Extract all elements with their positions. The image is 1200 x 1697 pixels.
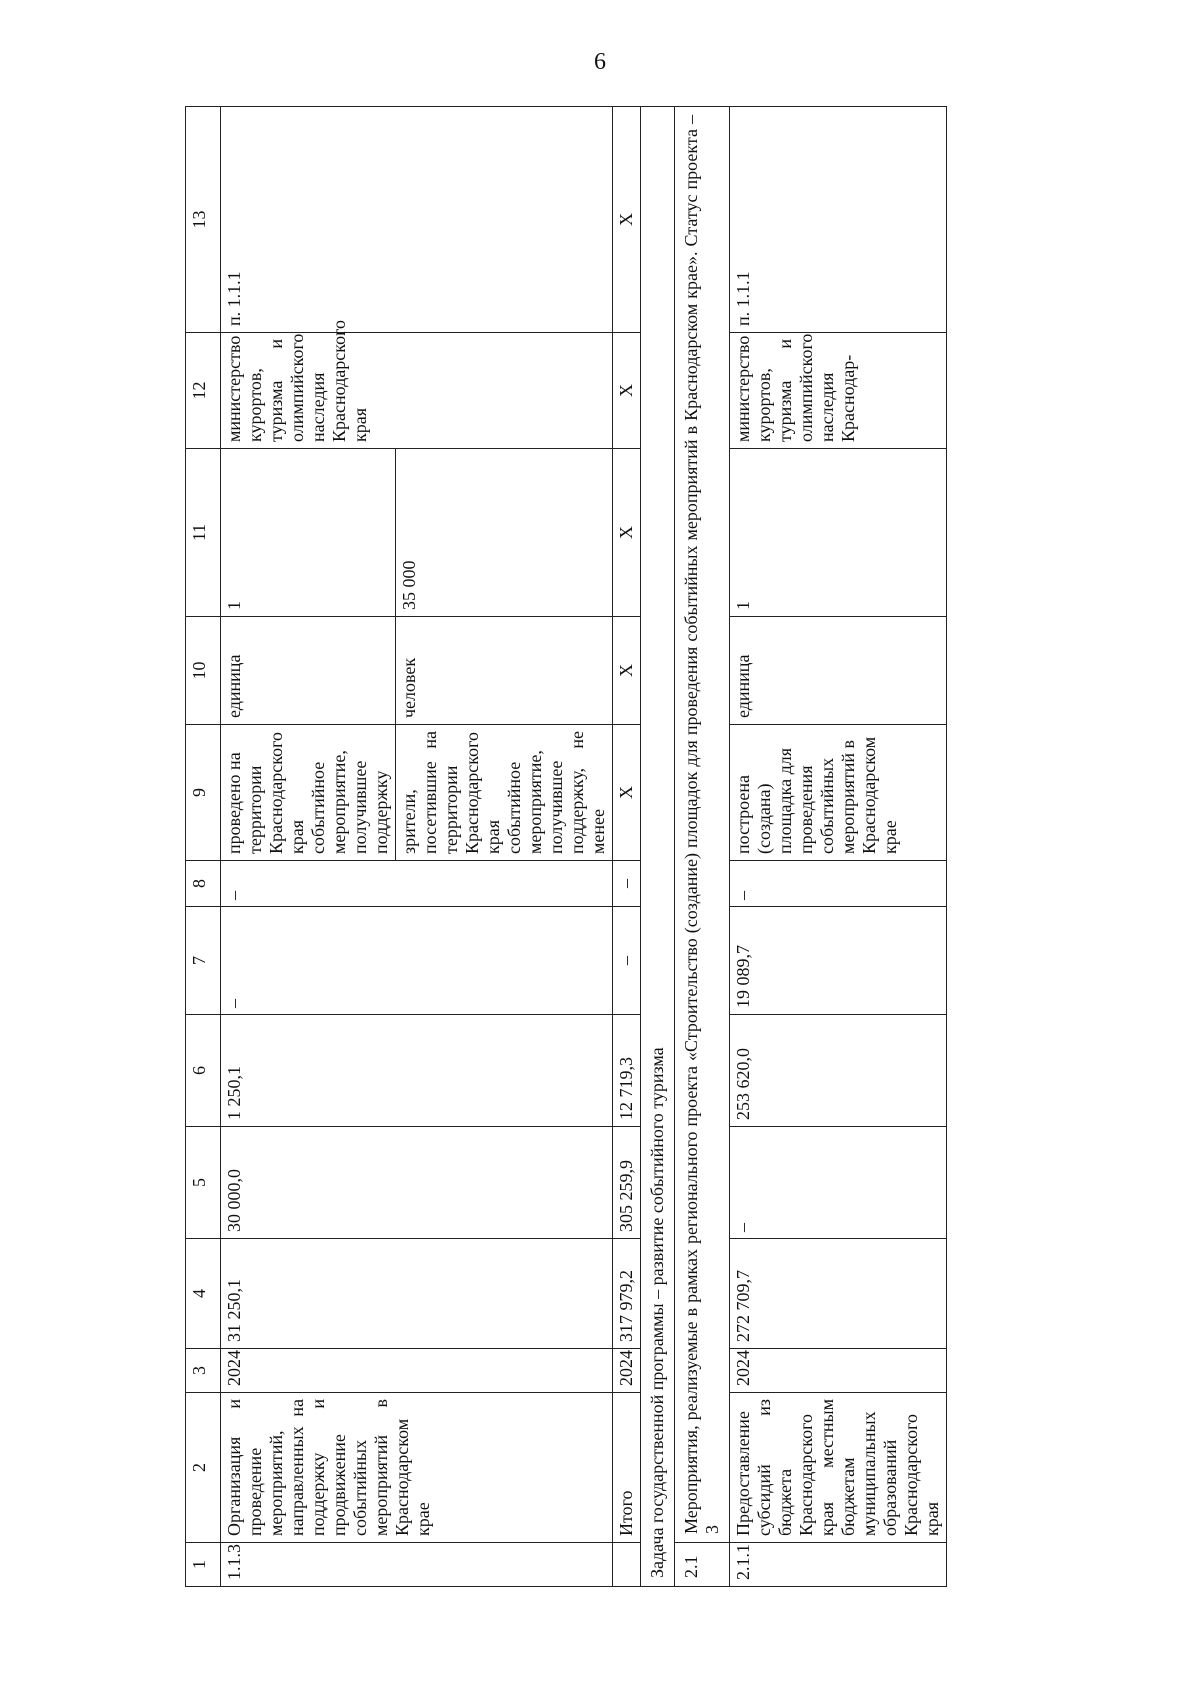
total-label: Итого: [613, 1393, 641, 1543]
indicator-value: 1: [730, 449, 947, 617]
year-cell: 2024: [221, 1349, 613, 1393]
section-heading: Мероприятия, реализуемые в рамках регионального проекта «Строительство (создание) площадок для проведения событийных мероприятий в Краснодарском крае». Статус проекта – 3: [675, 107, 730, 1543]
other-funding-cell: –: [730, 861, 947, 907]
regional-funding-cell: 1 250,1: [221, 1015, 613, 1127]
header-cell: 12: [186, 333, 221, 449]
task-row: [641, 107, 675, 1587]
total-funding-cell: 31 250,1: [221, 1239, 613, 1349]
regional-funding-cell: 253 620,0: [730, 1015, 947, 1127]
indicator-name: построена (создана) площадка для проведения событийных мероприятий в Краснодарском крае: [730, 725, 947, 861]
federal-funding-cell: 30 000,0: [221, 1127, 613, 1239]
reference-x: X: [613, 107, 641, 333]
header-cell: 2: [186, 1393, 221, 1543]
table-row-1-1-3: [221, 107, 396, 1587]
reference-cell: п. 1.1.1: [221, 107, 613, 333]
total-number-cell: [613, 1543, 641, 1587]
section-number: 2.1: [675, 1543, 730, 1587]
local-funding-cell: –: [221, 907, 613, 1015]
executor-x: X: [613, 333, 641, 449]
header-cell: 5: [186, 1127, 221, 1239]
header-cell: 3: [186, 1349, 221, 1393]
local-funding-cell: –: [613, 907, 641, 1015]
activity-name: Предоставление субсидий из бюджета Краснодарского края местным бюджетам муниципальных образований Краснодарского края: [730, 1393, 947, 1543]
regional-funding-cell: 12 719,3: [613, 1015, 641, 1127]
header-cell: 11: [186, 449, 221, 617]
indicator-value: 1: [221, 449, 396, 617]
header-cell: 7: [186, 907, 221, 1015]
reference-cell: п. 1.1.1: [730, 107, 947, 333]
year-cell: 2024: [730, 1349, 947, 1393]
activity-name: Организация и проведение мероприятий, направленных на поддержку и продвижение событийных мероприятий в Краснодарском крае: [221, 1393, 613, 1543]
indicator-value: 35 000: [396, 449, 613, 617]
value-x: X: [613, 449, 641, 617]
header-cell: 10: [186, 617, 221, 725]
header-cell: 13: [186, 107, 221, 333]
federal-funding-cell: 305 259,9: [613, 1127, 641, 1239]
federal-funding-cell: –: [730, 1127, 947, 1239]
unit-cell: единица: [221, 617, 396, 725]
section-row-2-1: [675, 107, 730, 1587]
indicator-name: зрители, посетившие на территории Краснодарского края событийное мероприятие, получившее поддержку, не менее: [396, 725, 613, 861]
total-funding-cell: 317 979,2: [613, 1239, 641, 1349]
header-cell: 4: [186, 1239, 221, 1349]
row-number: 2.1.1: [730, 1543, 947, 1587]
indicator-x: X: [613, 725, 641, 861]
executor-cell: министерство курортов, туризма и олимпийского наследия Краснодар-: [730, 333, 947, 449]
header-cell: 9: [186, 725, 221, 861]
header-row: [186, 107, 221, 1587]
program-table: [185, 106, 947, 1587]
other-funding-cell: –: [613, 861, 641, 907]
other-funding-cell: –: [221, 861, 613, 907]
row-number: 1.1.3: [221, 1543, 613, 1587]
executor-cell: министерство курортов, туризма и олимпийского наследия Краснодарского края: [221, 333, 613, 449]
indicator-name: проведено на территории Краснодарского края событийное мероприятие, получившее поддержку: [221, 725, 396, 861]
rotated-table-container: [185, 107, 1145, 1587]
page-number: 6: [594, 49, 606, 75]
unit-cell: единица: [730, 617, 947, 725]
task-heading: Задача государственной программы – развитие событийного туризма: [641, 107, 675, 1587]
total-row: [613, 107, 641, 1587]
year-cell: 2024: [613, 1349, 641, 1393]
local-funding-cell: 19 089,7: [730, 907, 947, 1015]
header-cell: 1: [186, 1543, 221, 1587]
header-cell: 8: [186, 861, 221, 907]
header-cell: 6: [186, 1015, 221, 1127]
total-funding-cell: 272 709,7: [730, 1239, 947, 1349]
unit-x: X: [613, 617, 641, 725]
table-row-2-1-1: [730, 107, 947, 1587]
unit-cell: человек: [396, 617, 613, 725]
